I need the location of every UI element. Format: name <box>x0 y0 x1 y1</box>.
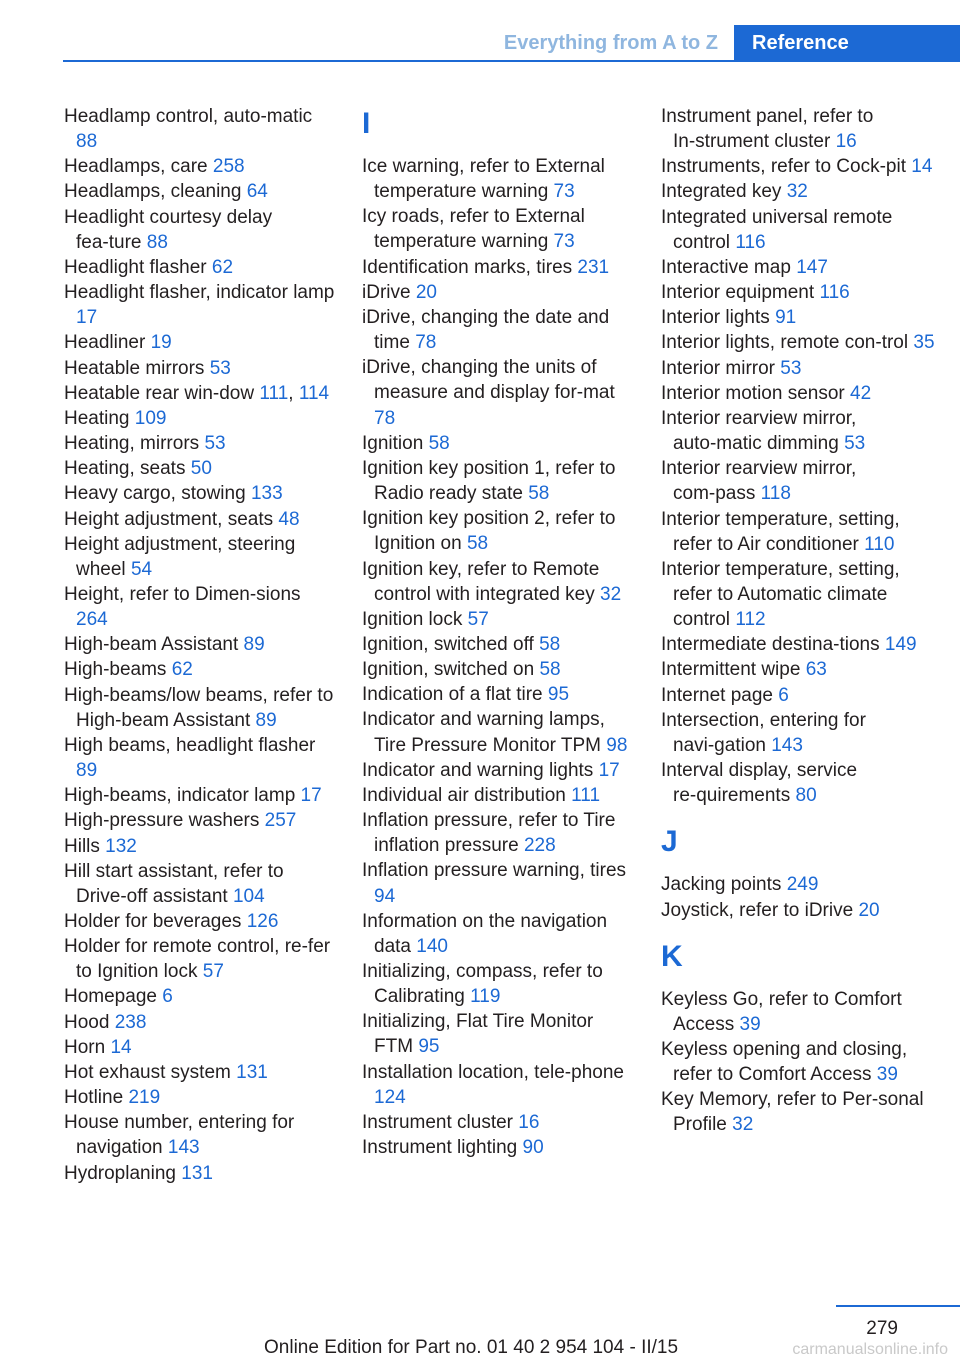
page-reference-link[interactable]: 57 <box>202 961 224 983</box>
index-term: Instrument cluster <box>362 1111 513 1133</box>
page-reference-link[interactable]: 119 <box>470 986 501 1008</box>
index-entry <box>362 758 636 783</box>
index-entry <box>362 858 636 908</box>
index-term: Indication of a flat tire <box>362 684 543 706</box>
index-term: Heating <box>64 407 130 429</box>
index-entry <box>362 431 636 456</box>
index-entry <box>362 657 636 682</box>
index-entry <box>661 280 939 305</box>
index-entry <box>362 305 636 355</box>
page-reference-link[interactable]: 131 <box>181 1162 213 1184</box>
index-term: Ignition, switched on <box>362 659 535 681</box>
page-reference-link[interactable]: 109 <box>134 407 167 429</box>
page-reference-link[interactable]: 32 <box>732 1114 754 1136</box>
index-term: Intersection, entering for navi‑gation <box>661 709 866 756</box>
page-reference-link[interactable]: 17 <box>598 759 620 781</box>
index-term: Height, refer to Dimen‑sions <box>64 583 301 605</box>
index-term: Hood <box>64 1011 110 1033</box>
page-reference-link[interactable]: 126 <box>246 911 279 932</box>
index-term: Height adjustment, steering wheel <box>64 533 296 580</box>
page-reference-link[interactable]: 58 <box>528 483 550 505</box>
index-term: Joystick, refer to iDrive <box>661 899 854 921</box>
index-term: Headlamps, care <box>64 156 208 178</box>
index-term: Hill start assistant, refer to Drive-off assistant <box>64 860 284 907</box>
index-term: High-beams, indicator lamp <box>64 785 296 807</box>
index-term: Hydroplaning <box>64 1162 176 1184</box>
index-term: High-beam Assistant <box>64 634 239 656</box>
index-entry <box>362 1110 636 1135</box>
index-column-1 <box>64 104 336 1186</box>
index-entry <box>64 1035 336 1060</box>
page-reference-link[interactable]: 89 <box>76 760 98 782</box>
index-entry <box>64 481 336 506</box>
page-reference-link[interactable]: 53 <box>844 433 866 455</box>
index-term: Height adjustment, seats <box>64 508 274 530</box>
index-term: High-beams <box>64 659 167 681</box>
index-letter-heading: I <box>362 107 371 140</box>
index-term: Indicator and warning lamps, Tire Pressure Monitor TPM <box>362 709 605 756</box>
index-term: Interior temperature, setting, refer to Automatic climate control <box>661 558 900 631</box>
index-term: Key Memory, refer to Per‑sonal Profile <box>661 1089 924 1136</box>
page-reference-link[interactable]: 98 <box>606 734 628 756</box>
index-column-2 <box>362 104 636 1160</box>
index-entry <box>64 179 336 204</box>
page-reference-link[interactable]: 62 <box>171 659 193 681</box>
index-entry <box>64 582 336 632</box>
index-term: Instruments, refer to Cock‑pit <box>661 156 906 178</box>
index-entry <box>64 783 336 808</box>
page-reference-link[interactable]: 219 <box>128 1087 161 1109</box>
page-reference-link[interactable]: 91 <box>775 307 797 329</box>
index-letter-heading: J <box>661 825 678 859</box>
index-term: Headliner <box>64 332 146 354</box>
index-entry <box>64 205 336 255</box>
page-reference-link[interactable]: 90 <box>522 1137 544 1159</box>
page-reference-link[interactable]: 78 <box>374 407 396 429</box>
index-term: Horn <box>64 1036 106 1058</box>
page-reference-link[interactable]: 58 <box>428 432 450 454</box>
index-term: Ignition <box>362 432 424 454</box>
page-reference-link[interactable]: 228 <box>523 835 556 857</box>
page-reference-link[interactable]: 88 <box>76 131 98 153</box>
index-entry <box>64 1110 336 1160</box>
index-term: Interior rearview mirror, auto‑matic dimming <box>661 407 857 455</box>
index-entry <box>64 733 336 783</box>
index-entry <box>362 1009 636 1059</box>
page-reference-link[interactable]: 54 <box>130 558 153 580</box>
page-reference-link[interactable]: 238 <box>114 1011 147 1033</box>
index-term: Ignition key position 2, refer to Ignition on <box>362 508 616 555</box>
index-term: Headlamp control, auto‑matic <box>64 106 313 127</box>
index-entry <box>64 104 336 154</box>
page-reference-link[interactable]: 88 <box>146 231 168 253</box>
page-reference-link[interactable]: 50 <box>190 458 212 480</box>
index-entry <box>362 959 636 1009</box>
footer-rule <box>836 1305 960 1307</box>
index-term: Interior lights, remote con‑trol <box>661 332 909 354</box>
page-reference-link[interactable]: 147 <box>796 256 828 278</box>
index-term: High-beams/low beams, refer to High-beam Assistant <box>64 684 334 731</box>
page-reference-link[interactable]: 95 <box>418 1036 440 1058</box>
edition-note: Online Edition for Part no. 01 40 2 954 104 - II/15 <box>264 1337 679 1358</box>
page-reference-link[interactable]: 63 <box>805 659 827 681</box>
index-entry <box>661 205 939 255</box>
index-term: Ignition lock <box>362 608 463 630</box>
index-term: Keyless opening and closing, refer to Comfort Access <box>661 1039 908 1086</box>
page-reference-link[interactable]: 58 <box>539 633 561 655</box>
index-term: High-pressure washers <box>64 810 260 832</box>
index-term: iDrive, changing the units of measure and display for‑mat <box>362 357 615 404</box>
index-entry <box>661 381 939 406</box>
index-entry <box>362 355 636 430</box>
page-reference-link[interactable]: 6 <box>162 986 173 1008</box>
index-term: Information on the navigation data <box>362 910 608 957</box>
index-entry <box>362 506 636 556</box>
section-title: Everything from A to Z <box>503 31 718 54</box>
page-reference-link[interactable]: 48 <box>278 508 300 530</box>
index-entry <box>661 507 939 557</box>
index-entry <box>64 431 336 456</box>
page-reference-link[interactable]: 58 <box>539 659 561 681</box>
index-term: Interactive map <box>661 256 791 278</box>
index-term: Inflation pressure warning, tires <box>362 860 627 882</box>
watermark: carmanualsonline.info <box>792 1341 948 1358</box>
index-letter-heading: K <box>661 939 683 973</box>
index-term: Integrated universal remote control <box>661 206 893 253</box>
page-reference-link[interactable]: 94 <box>374 885 396 907</box>
index-term: Heatable rear win‑dow <box>64 382 255 404</box>
index-entry <box>362 255 636 280</box>
page-reference-link[interactable]: 14 <box>911 156 933 178</box>
index-entry <box>661 872 939 897</box>
index-entry <box>64 632 336 657</box>
index-entry <box>661 683 939 708</box>
index-entry <box>661 708 939 758</box>
index-entry <box>64 406 336 431</box>
page-reference-link[interactable]: 124 <box>374 1086 406 1108</box>
index-term: Icy roads, refer to External temperature warning <box>362 206 585 253</box>
page-reference-link[interactable]: 78 <box>415 332 437 354</box>
index-term: Inflation pressure, refer to Tire inflation pressure <box>362 810 616 857</box>
page-reference-link[interactable]: 64 <box>246 181 268 203</box>
page-reference-link[interactable]: 264 <box>76 609 108 631</box>
index-term: Hills <box>64 835 100 857</box>
index-entry <box>64 280 336 330</box>
index-entry <box>64 1085 336 1110</box>
index-term: Headlight flasher <box>64 256 207 278</box>
index-term: Holder for remote control, re‑fer to Ignition lock <box>64 936 331 983</box>
index-entry <box>64 1161 336 1186</box>
index-term: Initializing, Flat Tire Monitor FTM <box>362 1011 594 1058</box>
index-term: Instrument panel, refer to In‑strument cluster <box>661 106 874 153</box>
index-entry <box>64 532 336 582</box>
page-reference-link[interactable]: 32 <box>600 583 622 605</box>
page-reference-link[interactable]: 116 <box>819 282 850 304</box>
page-reference-link[interactable]: 89 <box>255 709 277 731</box>
index-entry <box>661 557 939 632</box>
page-reference-link[interactable]: 17 <box>300 785 322 807</box>
index-entry <box>661 330 939 355</box>
index-entry <box>362 707 636 757</box>
index-entry <box>64 1060 336 1085</box>
index-entry <box>661 758 939 808</box>
index-term: Interior temperature, setting, refer to Air conditioner <box>661 508 900 555</box>
index-entry <box>362 154 636 204</box>
index-term: Intermittent wipe <box>661 659 801 681</box>
page-reference-link[interactable]: 53 <box>780 357 802 379</box>
index-term: Interior motion sensor <box>661 382 845 404</box>
index-entry <box>661 632 939 657</box>
index-entry <box>64 255 336 280</box>
index-term: Interior rearview mirror, com‑pass <box>661 458 857 505</box>
page-reference-link[interactable]: 6 <box>778 684 789 706</box>
index-entry <box>661 1037 939 1087</box>
index-term: Heating, seats <box>64 458 186 480</box>
page-reference-link[interactable]: 231 <box>577 256 610 278</box>
page-reference-link[interactable]: 19 <box>150 332 172 354</box>
index-entry <box>362 632 636 657</box>
page-reference-link[interactable]: 39 <box>876 1064 898 1086</box>
index-entry <box>362 909 636 959</box>
page-reference-link[interactable]: 249 <box>786 874 819 896</box>
index-term: Interior mirror <box>661 357 776 379</box>
page-reference-link[interactable]: 143 <box>167 1137 200 1159</box>
page-reference-link[interactable]: 95 <box>547 684 570 706</box>
page-reference-link[interactable]: 132 <box>105 835 137 857</box>
index-entry <box>362 607 636 632</box>
index-entry <box>64 154 336 179</box>
page-reference-link[interactable]: 116 <box>735 231 766 253</box>
index-entry <box>661 898 939 923</box>
index-term: Identification marks, tires <box>362 256 573 278</box>
page-reference-link[interactable]: 111 <box>571 784 601 806</box>
page-reference-link[interactable]: 143 <box>771 734 803 756</box>
index-term: Hot exhaust system <box>64 1061 231 1083</box>
page-reference-link[interactable]: 73 <box>553 181 575 203</box>
index-entry <box>362 456 636 506</box>
index-term: Interior equipment <box>661 282 815 304</box>
index-term: Interior lights <box>661 307 770 329</box>
index-entry <box>362 280 636 305</box>
index-entry <box>362 783 636 808</box>
page-reference-link[interactable]: 73 <box>553 231 575 253</box>
index-entry <box>362 1060 636 1110</box>
index-term: Ignition key position 1, refer to Radio ready state <box>362 457 616 505</box>
index-term: iDrive <box>362 281 411 303</box>
page-reference-link[interactable]: 111 <box>259 382 289 404</box>
page-reference-link[interactable]: 35 <box>913 332 935 354</box>
chapter-tab: Reference <box>734 25 960 61</box>
index-term: iDrive, changing the date and time <box>362 306 610 354</box>
page-reference-link[interactable]: 62 <box>211 256 234 278</box>
index-term: Homepage <box>64 986 157 1008</box>
index-entry <box>64 683 336 733</box>
page-reference-link[interactable]: 20 <box>858 899 880 921</box>
page-reference-link[interactable]: 16 <box>518 1111 540 1133</box>
index-term: Individual air distribution <box>362 784 566 806</box>
index-entry <box>64 456 336 481</box>
index-entry <box>362 682 636 707</box>
page-reference-link[interactable]: 140 <box>416 935 448 957</box>
index-entry <box>661 987 939 1037</box>
index-entry <box>64 356 336 381</box>
page-reference-link[interactable]: 42 <box>850 382 872 404</box>
index-entry <box>661 255 939 280</box>
page-reference-link[interactable]: 53 <box>204 433 226 455</box>
index-entry <box>661 104 939 154</box>
page-reference-link[interactable]: 58 <box>466 533 489 555</box>
index-term: Headlight courtesy delay fea‑ture <box>64 206 273 253</box>
page-reference-link[interactable]: 104 <box>232 885 265 907</box>
index-entry <box>661 406 939 456</box>
index-term: Internet page <box>661 684 773 706</box>
index-entry <box>64 1010 336 1035</box>
page-reference-link[interactable]: 110 <box>864 533 895 555</box>
page-reference-link[interactable]: 133 <box>250 483 283 505</box>
index-entry <box>661 456 939 506</box>
index-entry <box>661 657 939 682</box>
index-entry <box>64 507 336 532</box>
index-entry <box>661 154 939 179</box>
index-column-3 <box>661 104 939 1138</box>
index-entry <box>64 834 336 859</box>
index-entry <box>64 934 336 984</box>
page-number: 279 <box>866 1318 898 1339</box>
index-entry <box>362 204 636 254</box>
index-term: Installation location, tele‑phone <box>362 1061 624 1083</box>
index-entry <box>362 557 636 607</box>
page-reference-link[interactable]: 32 <box>786 181 808 203</box>
index-term: Jacking points <box>661 874 782 896</box>
index-entry <box>661 305 939 330</box>
page-reference-link[interactable]: 53 <box>209 357 231 379</box>
index-term: Holder for beverages <box>64 911 242 932</box>
index-term: Instrument lighting <box>362 1137 518 1159</box>
page-reference-link[interactable]: 118 <box>760 483 791 505</box>
index-term: Heatable mirrors <box>64 357 205 379</box>
index-entry <box>362 1135 636 1160</box>
index-entry <box>64 909 336 934</box>
index-entry <box>362 808 636 858</box>
index-entry <box>661 179 939 204</box>
index-term: Heavy cargo, stowing <box>64 483 246 505</box>
index-term: House number, entering for navigation <box>64 1112 295 1159</box>
index-entry <box>64 657 336 682</box>
page-reference-link[interactable]: 131 <box>236 1061 268 1083</box>
index-term: Hotline <box>64 1087 124 1109</box>
index-term: Heating, mirrors <box>64 433 200 455</box>
page-reference-link[interactable]: 57 <box>467 608 489 630</box>
page-reference-link[interactable]: 89 <box>243 634 265 656</box>
index-term: Intermediate destina‑tions <box>661 634 880 656</box>
page-reference-link[interactable]: 149 <box>884 634 917 656</box>
header-rule <box>63 60 960 62</box>
page-reference-link[interactable]: 257 <box>264 810 297 832</box>
index-term: Headlamps, cleaning <box>64 181 242 203</box>
index-entry <box>64 808 336 833</box>
page-reference-link[interactable]: 80 <box>795 785 817 807</box>
page-reference-link[interactable]: 20 <box>415 281 437 303</box>
index-term: Integrated key <box>661 181 782 203</box>
page-reference-link[interactable]: 112 <box>735 609 766 631</box>
page-header <box>496 25 960 61</box>
page-reference-link[interactable]: 17 <box>76 307 98 329</box>
index-entry <box>64 984 336 1009</box>
index-entry <box>661 356 939 381</box>
page-reference-link[interactable]: 258 <box>212 156 245 178</box>
page-reference-link[interactable]: 114 <box>298 382 330 404</box>
page-reference-link[interactable]: 16 <box>835 131 857 153</box>
index-term: Interval display, service re‑quirements <box>661 760 858 807</box>
index-term: Keyless Go, refer to Comfort Access <box>661 988 902 1035</box>
index-entry <box>64 859 336 909</box>
index-term: Initializing, compass, refer to Calibrating <box>362 961 603 1008</box>
index-term: Headlight flasher, indicator lamp <box>64 282 335 304</box>
index-term: Indicator and warning lights <box>362 759 594 781</box>
page-reference-link[interactable]: 39 <box>739 1013 761 1035</box>
index-term: Ignition key, refer to Remote control with integrated key <box>362 558 600 605</box>
page-reference-link[interactable]: 14 <box>110 1036 132 1058</box>
index-term: Ignition, switched off <box>362 633 534 655</box>
index-term: Ice warning, refer to External temperature warning <box>362 156 605 203</box>
index-entry <box>661 1087 939 1137</box>
index-term: High beams, headlight flasher <box>64 734 316 756</box>
index-entry: Heatable rear win‑dow 111, 114 <box>64 382 330 404</box>
index-entry <box>64 330 336 355</box>
